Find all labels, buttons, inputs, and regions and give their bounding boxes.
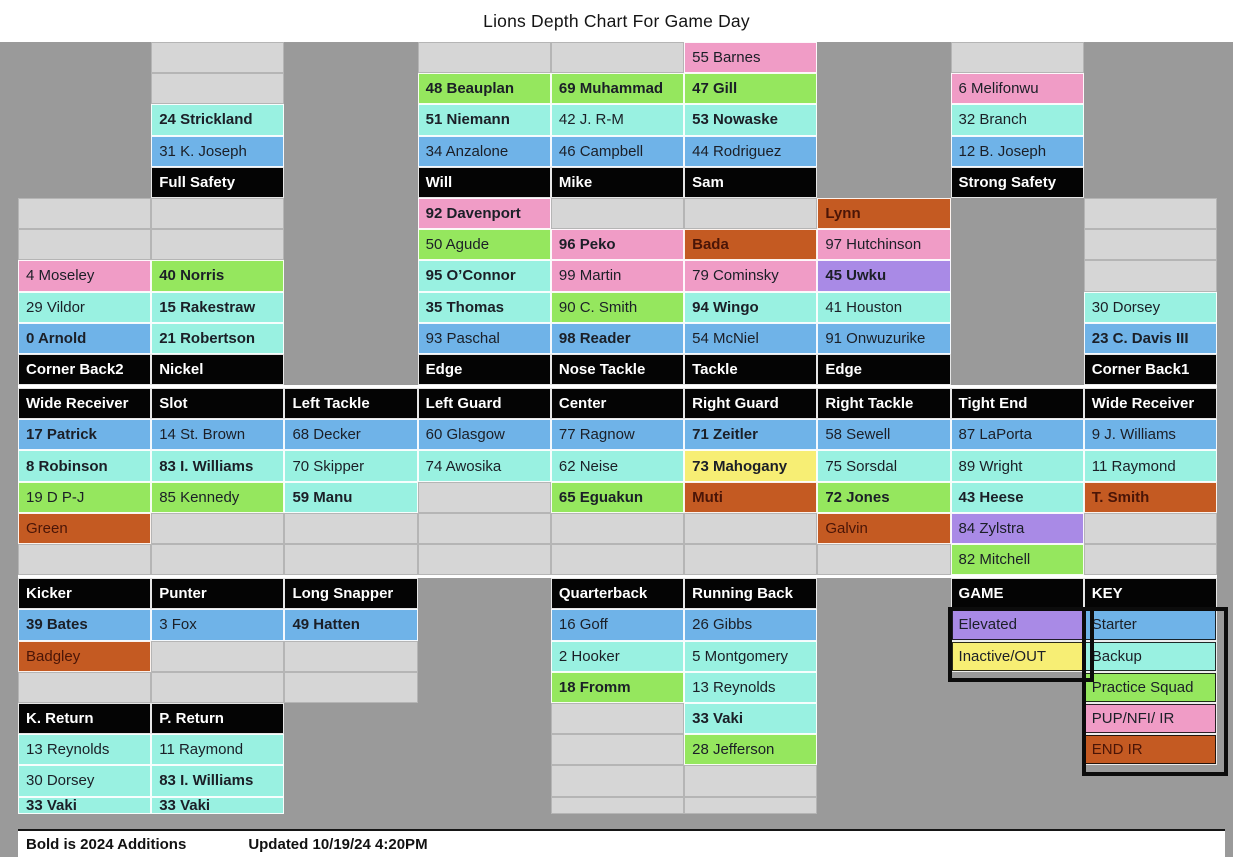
- cell-84-zylstra[interactable]: 84 Zylstra: [951, 513, 1084, 544]
- cell-muti[interactable]: Muti: [684, 482, 817, 513]
- header-running-back[interactable]: Running Back: [684, 578, 817, 609]
- footer-bar: [18, 829, 1225, 857]
- cell-24-strickland[interactable]: 24 Strickland: [151, 104, 284, 135]
- cell-47-gill[interactable]: 47 Gill: [684, 73, 817, 104]
- cell-92-davenport[interactable]: 92 Davenport: [418, 198, 551, 229]
- bg-cell: [18, 42, 151, 73]
- header-sam[interactable]: Sam: [684, 167, 817, 198]
- cell-60-glasgow[interactable]: 60 Glasgow: [418, 419, 551, 450]
- cell-13-reynolds[interactable]: 13 Reynolds: [684, 672, 817, 703]
- cell-2-hooker[interactable]: 2 Hooker: [551, 641, 684, 672]
- cell-77-ragnow[interactable]: 77 Ragnow: [551, 419, 684, 450]
- bg-cell: [1084, 42, 1217, 73]
- bg-cell: [1084, 104, 1217, 135]
- cell-elevated[interactable]: Elevated: [951, 609, 1084, 640]
- empty-cell[interactable]: [284, 544, 417, 575]
- bg-cell: [418, 609, 551, 640]
- bg-cell: [1084, 136, 1217, 167]
- bg-cell: [284, 354, 417, 385]
- bg-cell: [284, 198, 417, 229]
- cell-33-vaki[interactable]: 33 Vaki: [151, 797, 284, 814]
- cell-8-robinson[interactable]: 8 Robinson: [18, 450, 151, 481]
- cell-15-rakestraw[interactable]: 15 Rakestraw: [151, 292, 284, 323]
- cell-69-muhammad[interactable]: 69 Muhammad: [551, 73, 684, 104]
- header-nickel[interactable]: Nickel: [151, 354, 284, 385]
- cell-91-onwuzurike[interactable]: 91 Onwuzurike: [817, 323, 950, 354]
- bg-cell: [418, 578, 551, 609]
- header-kicker[interactable]: Kicker: [18, 578, 151, 609]
- header-wide-receiver[interactable]: Wide Receiver: [18, 388, 151, 419]
- bg-cell: [951, 672, 1084, 703]
- cell-30-dorsey[interactable]: 30 Dorsey: [1084, 292, 1217, 323]
- page-title: Lions Depth Chart For Game Day: [483, 10, 750, 31]
- bg-cell: [418, 734, 551, 765]
- cell-31-k-joseph[interactable]: 31 K. Joseph: [151, 136, 284, 167]
- cell-12-b-joseph[interactable]: 12 B. Joseph: [951, 136, 1084, 167]
- cell-49-hatten[interactable]: 49 Hatten: [284, 609, 417, 640]
- empty-cell[interactable]: [284, 513, 417, 544]
- empty-cell[interactable]: [684, 765, 817, 796]
- cell-t-smith[interactable]: T. Smith: [1084, 482, 1217, 513]
- cell-34-anzalone[interactable]: 34 Anzalone: [418, 136, 551, 167]
- header-p-return[interactable]: P. Return: [151, 703, 284, 734]
- cell-55-barnes[interactable]: 55 Barnes: [684, 42, 817, 73]
- cell-90-c-smith[interactable]: 90 C. Smith: [551, 292, 684, 323]
- bg-cell: [817, 578, 950, 609]
- cell-99-martin[interactable]: 99 Martin: [551, 260, 684, 291]
- header-will[interactable]: Will: [418, 167, 551, 198]
- bg-cell: [817, 73, 950, 104]
- header-left-tackle[interactable]: Left Tackle: [284, 388, 417, 419]
- bg-cell: [418, 641, 551, 672]
- cell-6-melifonwu[interactable]: 6 Melifonwu: [951, 73, 1084, 104]
- cell-41-houston[interactable]: 41 Houston: [817, 292, 950, 323]
- empty-cell[interactable]: [684, 544, 817, 575]
- cell-53-nowaske[interactable]: 53 Nowaske: [684, 104, 817, 135]
- cell-45-uwku[interactable]: 45 Uwku: [817, 260, 950, 291]
- cell-21-robertson[interactable]: 21 Robertson: [151, 323, 284, 354]
- header-left-guard[interactable]: Left Guard: [418, 388, 551, 419]
- cell-11-raymond[interactable]: 11 Raymond: [151, 734, 284, 765]
- bg-cell: [284, 73, 417, 104]
- bg-cell: [18, 136, 151, 167]
- bg-cell: [951, 198, 1084, 229]
- header-mike[interactable]: Mike: [551, 167, 684, 198]
- bg-cell: [284, 42, 417, 73]
- header-corner-back1[interactable]: Corner Back1: [1084, 354, 1217, 385]
- empty-cell[interactable]: [551, 513, 684, 544]
- cell-65-eguakun[interactable]: 65 Eguakun: [551, 482, 684, 513]
- cell-70-skipper[interactable]: 70 Skipper: [284, 450, 417, 481]
- header-center[interactable]: Center: [551, 388, 684, 419]
- empty-cell[interactable]: [18, 672, 151, 703]
- cell-39-bates[interactable]: 39 Bates: [18, 609, 151, 640]
- cell-11-raymond[interactable]: 11 Raymond: [1084, 450, 1217, 481]
- cell-72-jones[interactable]: 72 Jones: [817, 482, 950, 513]
- empty-cell[interactable]: [151, 513, 284, 544]
- empty-cell[interactable]: [1084, 229, 1217, 260]
- bg-cell: [18, 73, 151, 104]
- header-slot[interactable]: Slot: [151, 388, 284, 419]
- cell-42-j-r-m[interactable]: 42 J. R-M: [551, 104, 684, 135]
- header-quarterback[interactable]: Quarterback: [551, 578, 684, 609]
- empty-cell[interactable]: [284, 641, 417, 672]
- cell-50-agude[interactable]: 50 Agude: [418, 229, 551, 260]
- bg-cell: [817, 42, 950, 73]
- bg-cell: [284, 765, 417, 796]
- bg-cell: [418, 797, 551, 814]
- empty-cell[interactable]: [684, 513, 817, 544]
- empty-cell[interactable]: [1084, 198, 1217, 229]
- cell-35-thomas[interactable]: 35 Thomas: [418, 292, 551, 323]
- cell-26-gibbs[interactable]: 26 Gibbs: [684, 609, 817, 640]
- bg-cell: [817, 734, 950, 765]
- cell-89-wright[interactable]: 89 Wright: [951, 450, 1084, 481]
- empty-cell[interactable]: [551, 797, 684, 814]
- empty-cell[interactable]: [151, 641, 284, 672]
- cell-galvin[interactable]: Galvin: [817, 513, 950, 544]
- cell-94-wingo[interactable]: 94 Wingo: [684, 292, 817, 323]
- title-bar: [0, 0, 1233, 42]
- cell-87-laporta[interactable]: 87 LaPorta: [951, 419, 1084, 450]
- empty-cell[interactable]: [551, 198, 684, 229]
- bg-cell: [951, 354, 1084, 385]
- cell-practice-squad[interactable]: Practice Squad: [1084, 672, 1217, 703]
- empty-cell[interactable]: [151, 198, 284, 229]
- cell-17-patrick[interactable]: 17 Patrick: [18, 419, 151, 450]
- cell-4-moseley[interactable]: 4 Moseley: [18, 260, 151, 291]
- header-right-tackle[interactable]: Right Tackle: [817, 388, 950, 419]
- empty-cell[interactable]: [418, 482, 551, 513]
- bg-cell: [951, 292, 1084, 323]
- empty-cell[interactable]: [1084, 260, 1217, 291]
- bg-cell: [817, 104, 950, 135]
- cell-32-branch[interactable]: 32 Branch: [951, 104, 1084, 135]
- empty-cell[interactable]: [551, 703, 684, 734]
- empty-cell[interactable]: [151, 672, 284, 703]
- cell-58-sewell[interactable]: 58 Sewell: [817, 419, 950, 450]
- cell-54-mcniel[interactable]: 54 McNiel: [684, 323, 817, 354]
- cell-30-dorsey[interactable]: 30 Dorsey: [18, 765, 151, 796]
- cell-bada[interactable]: Bada: [684, 229, 817, 260]
- bg-cell: [817, 609, 950, 640]
- bg-cell: [284, 292, 417, 323]
- empty-cell[interactable]: [1084, 544, 1217, 575]
- bg-cell: [418, 703, 551, 734]
- cell-75-sorsdal[interactable]: 75 Sorsdal: [817, 450, 950, 481]
- bg-cell: [1084, 797, 1217, 814]
- cell-83-i-williams[interactable]: 83 I. Williams: [151, 450, 284, 481]
- bg-cell: [284, 797, 417, 814]
- empty-cell[interactable]: [551, 544, 684, 575]
- empty-cell[interactable]: [418, 544, 551, 575]
- cell-13-reynolds[interactable]: 13 Reynolds: [18, 734, 151, 765]
- cell-28-jefferson[interactable]: 28 Jefferson: [684, 734, 817, 765]
- header-edge[interactable]: Edge: [817, 354, 950, 385]
- cell-85-kennedy[interactable]: 85 Kennedy: [151, 482, 284, 513]
- header-corner-back2[interactable]: Corner Back2: [18, 354, 151, 385]
- cell-43-heese[interactable]: 43 Heese: [951, 482, 1084, 513]
- cell-end-ir[interactable]: END IR: [1084, 734, 1217, 765]
- bg-cell: [1084, 167, 1217, 198]
- empty-cell[interactable]: [551, 765, 684, 796]
- bg-cell: [951, 797, 1084, 814]
- cell-73-mahogany[interactable]: 73 Mahogany: [684, 450, 817, 481]
- bg-cell: [418, 672, 551, 703]
- header-nose-tackle[interactable]: Nose Tackle: [551, 354, 684, 385]
- empty-cell[interactable]: [18, 198, 151, 229]
- bg-cell: [18, 167, 151, 198]
- cell-19-d-p-j[interactable]: 19 D P-J: [18, 482, 151, 513]
- bg-cell: [817, 672, 950, 703]
- header-long-snapper[interactable]: Long Snapper: [284, 578, 417, 609]
- cell-96-peko[interactable]: 96 Peko: [551, 229, 684, 260]
- cell-lynn[interactable]: Lynn: [817, 198, 950, 229]
- bg-cell: [284, 104, 417, 135]
- cell-3-fox[interactable]: 3 Fox: [151, 609, 284, 640]
- bg-cell: [951, 229, 1084, 260]
- bg-cell: [284, 136, 417, 167]
- bg-cell: [817, 765, 950, 796]
- cell-40-norris[interactable]: 40 Norris: [151, 260, 284, 291]
- footer-updated-timestamp: Updated 10/19/24 4:20PM: [248, 835, 428, 853]
- cell-79-cominsky[interactable]: 79 Cominsky: [684, 260, 817, 291]
- empty-cell[interactable]: [284, 672, 417, 703]
- footer-bold-note: Bold is 2024 Additions: [26, 835, 187, 853]
- bg-cell: [1084, 73, 1217, 104]
- cell-98-reader[interactable]: 98 Reader: [551, 323, 684, 354]
- bg-cell: [951, 260, 1084, 291]
- bg-cell: [951, 703, 1084, 734]
- cell-0-arnold[interactable]: 0 Arnold: [18, 323, 151, 354]
- empty-cell[interactable]: [418, 42, 551, 73]
- empty-cell[interactable]: [951, 42, 1084, 73]
- empty-cell[interactable]: [151, 544, 284, 575]
- bg-cell: [817, 167, 950, 198]
- empty-cell[interactable]: [684, 797, 817, 814]
- header-tackle[interactable]: Tackle: [684, 354, 817, 385]
- bg-cell: [951, 323, 1084, 354]
- bg-cell: [284, 167, 417, 198]
- bg-cell: [817, 703, 950, 734]
- empty-cell[interactable]: [151, 229, 284, 260]
- cell-starter[interactable]: Starter: [1084, 609, 1217, 640]
- cell-97-hutchinson[interactable]: 97 Hutchinson: [817, 229, 950, 260]
- cell-16-goff[interactable]: 16 Goff: [551, 609, 684, 640]
- header-full-safety[interactable]: Full Safety: [151, 167, 284, 198]
- bg-cell: [951, 765, 1084, 796]
- depth-chart-grid: [18, 42, 1217, 814]
- bg-cell: [284, 323, 417, 354]
- cell-29-vildor[interactable]: 29 Vildor: [18, 292, 151, 323]
- cell-23-c-davis-iii[interactable]: 23 C. Davis III: [1084, 323, 1217, 354]
- empty-cell[interactable]: [551, 42, 684, 73]
- header-edge[interactable]: Edge: [418, 354, 551, 385]
- cell-18-fromm[interactable]: 18 Fromm: [551, 672, 684, 703]
- cell-51-niemann[interactable]: 51 Niemann: [418, 104, 551, 135]
- cell-inactive-out[interactable]: Inactive/OUT: [951, 641, 1084, 672]
- cell-71-zeitler[interactable]: 71 Zeitler: [684, 419, 817, 450]
- header-punter[interactable]: Punter: [151, 578, 284, 609]
- cell-33-vaki[interactable]: 33 Vaki: [18, 797, 151, 814]
- cell-74-awosika[interactable]: 74 Awosika: [418, 450, 551, 481]
- empty-cell[interactable]: [418, 513, 551, 544]
- header-right-guard[interactable]: Right Guard: [684, 388, 817, 419]
- cell-9-j-williams[interactable]: 9 J. Williams: [1084, 419, 1217, 450]
- bg-cell: [418, 765, 551, 796]
- bg-cell: [284, 229, 417, 260]
- bg-cell: [18, 104, 151, 135]
- empty-cell[interactable]: [151, 42, 284, 73]
- header-wide-receiver[interactable]: Wide Receiver: [1084, 388, 1217, 419]
- cell-83-i-williams[interactable]: 83 I. Williams: [151, 765, 284, 796]
- bg-cell: [817, 797, 950, 814]
- header-game[interactable]: GAME: [951, 578, 1084, 609]
- empty-cell[interactable]: [1084, 513, 1217, 544]
- cell-62-neise[interactable]: 62 Neise: [551, 450, 684, 481]
- bg-cell: [284, 260, 417, 291]
- cell-33-vaki[interactable]: 33 Vaki: [684, 703, 817, 734]
- empty-cell[interactable]: [18, 229, 151, 260]
- header-key[interactable]: KEY: [1084, 578, 1217, 609]
- cell-14-st-brown[interactable]: 14 St. Brown: [151, 419, 284, 450]
- header-strong-safety[interactable]: Strong Safety: [951, 167, 1084, 198]
- empty-cell[interactable]: [684, 198, 817, 229]
- bg-cell: [284, 734, 417, 765]
- bg-cell: [817, 136, 950, 167]
- bg-cell: [951, 734, 1084, 765]
- cell-pup-nfi-ir[interactable]: PUP/NFI/ IR: [1084, 703, 1217, 734]
- cell-93-paschal[interactable]: 93 Paschal: [418, 323, 551, 354]
- cell-48-beauplan[interactable]: 48 Beauplan: [418, 73, 551, 104]
- cell-backup[interactable]: Backup: [1084, 641, 1217, 672]
- empty-cell[interactable]: [551, 734, 684, 765]
- cell-59-manu[interactable]: 59 Manu: [284, 482, 417, 513]
- bg-cell: [1084, 765, 1217, 796]
- empty-cell[interactable]: [151, 73, 284, 104]
- cell-green[interactable]: Green: [18, 513, 151, 544]
- empty-cell[interactable]: [18, 544, 151, 575]
- bg-cell: [284, 703, 417, 734]
- cell-95-o-connor[interactable]: 95 O’Connor: [418, 260, 551, 291]
- cell-badgley[interactable]: Badgley: [18, 641, 151, 672]
- cell-44-rodriguez[interactable]: 44 Rodriguez: [684, 136, 817, 167]
- empty-cell[interactable]: [817, 544, 950, 575]
- cell-68-decker[interactable]: 68 Decker: [284, 419, 417, 450]
- bg-cell: [817, 641, 950, 672]
- header-tight-end[interactable]: Tight End: [951, 388, 1084, 419]
- cell-46-campbell[interactable]: 46 Campbell: [551, 136, 684, 167]
- header-k-return[interactable]: K. Return: [18, 703, 151, 734]
- cell-5-montgomery[interactable]: 5 Montgomery: [684, 641, 817, 672]
- cell-82-mitchell[interactable]: 82 Mitchell: [951, 544, 1084, 575]
